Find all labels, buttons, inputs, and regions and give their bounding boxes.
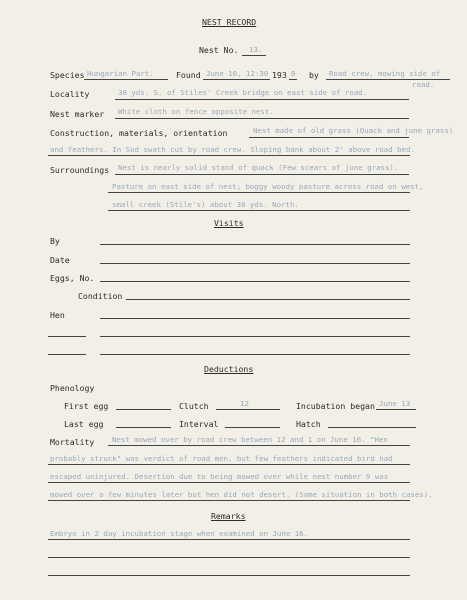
incubation-label: Incubation began bbox=[296, 401, 375, 411]
mortality-line-3 bbox=[48, 482, 410, 483]
visits-hen-label: Hen bbox=[50, 310, 65, 320]
mortality-line-1 bbox=[108, 445, 410, 446]
visits-condition-line bbox=[126, 299, 410, 300]
by-label: by bbox=[309, 70, 319, 80]
nest-no-value: 13. bbox=[249, 45, 263, 54]
construction-line-2 bbox=[48, 155, 410, 156]
visits-eggs-label: Eggs, No. bbox=[50, 273, 95, 283]
construction-line2: and feathers. In Sod swath cut by road crew. Sloping bank about 2' above road bed. bbox=[50, 145, 415, 154]
mortality-line1: Nest mowed over by road crew between 12 and 1 on June 16. "Hen bbox=[112, 435, 388, 444]
interval-line bbox=[225, 427, 280, 428]
species-line bbox=[84, 79, 168, 80]
clutch-line bbox=[216, 409, 280, 410]
first-egg-line bbox=[116, 409, 171, 410]
year-line bbox=[289, 79, 297, 80]
visits-by-line bbox=[100, 244, 410, 245]
surroundings-line-1 bbox=[115, 174, 409, 175]
visits-hen-line-1 bbox=[100, 318, 410, 319]
incubation-value: June 13 bbox=[379, 399, 411, 408]
last-egg-label: Last egg bbox=[64, 419, 104, 429]
visits-date-line bbox=[100, 263, 410, 264]
surroundings-line3: small creek (Stile's) about 30 yds. North. bbox=[112, 200, 299, 209]
last-egg-line bbox=[116, 427, 171, 428]
marker-label: Nest marker bbox=[50, 109, 105, 119]
page-title: NEST RECORD bbox=[202, 17, 257, 27]
visits-condition-label: Condition bbox=[78, 291, 123, 301]
locality-value: 30 yds. S. of Stiles' Creek bridge on east side of road. bbox=[118, 88, 368, 97]
construction-label: Construction, materials, orientation bbox=[50, 128, 228, 138]
visits-extra-line-left-2 bbox=[48, 354, 86, 355]
hatch-line bbox=[328, 427, 416, 428]
clutch-value: 12 bbox=[240, 399, 249, 408]
mortality-line2: probably struck" was verdict of road men, but few feathers indicated bird had bbox=[50, 454, 393, 463]
species-value: Hungarian Part. bbox=[87, 69, 154, 78]
incubation-line bbox=[376, 409, 416, 410]
surroundings-line2: Pasture on east side of nest; boggy woody pasture across road on west, bbox=[112, 182, 424, 191]
remarks-line-2 bbox=[48, 557, 410, 558]
mortality-line-4 bbox=[48, 500, 410, 501]
remarks-title: Remarks bbox=[211, 511, 246, 521]
marker-line bbox=[115, 118, 409, 119]
nest-no-label: Nest No. bbox=[199, 45, 239, 55]
construction-line-1 bbox=[249, 137, 409, 138]
visits-eggs-line bbox=[100, 281, 410, 282]
mortality-line4: mowed over a few minutes later but hen did not desert. (Same situation in both cases). bbox=[50, 490, 433, 499]
visits-by-label: By bbox=[50, 236, 60, 246]
hatch-label: Hatch bbox=[296, 419, 321, 429]
first-egg-label: First egg bbox=[64, 401, 109, 411]
marker-value: White cloth on fence opposite nest. bbox=[118, 107, 274, 116]
visits-hen-line-3 bbox=[100, 354, 410, 355]
year-digit: 8 bbox=[291, 69, 296, 78]
found-label: Found bbox=[176, 70, 201, 80]
clutch-label: Clutch bbox=[179, 401, 209, 411]
phenology-label: Phenology bbox=[50, 383, 95, 393]
nest-no-line bbox=[242, 55, 266, 56]
surroundings-line-2 bbox=[108, 192, 410, 193]
by-value: Road crew, mowing side of bbox=[329, 69, 441, 78]
mortality-line-2 bbox=[48, 464, 410, 465]
locality-line bbox=[115, 99, 409, 100]
found-line bbox=[203, 79, 270, 80]
visits-title: Visits bbox=[214, 218, 244, 228]
surroundings-label: Surroundings bbox=[50, 165, 110, 175]
species-label: Species bbox=[50, 70, 85, 80]
surroundings-line1: Nest is nearly solid stand of quack (Few scears of june grass). bbox=[118, 163, 399, 172]
deductions-title: Deductions bbox=[204, 364, 254, 374]
interval-label: Interval bbox=[179, 419, 219, 429]
construction-line1: Nest made of old grass (Quack and june grass) bbox=[253, 126, 454, 135]
visits-date-label: Date bbox=[50, 255, 70, 265]
remarks-line1: Embryo in 2 day incubation stage when examined on June 16. bbox=[50, 529, 309, 538]
visits-extra-line-left-1 bbox=[48, 336, 86, 337]
year-prefix: 193 bbox=[272, 70, 287, 80]
remarks-line-3 bbox=[48, 575, 410, 576]
mortality-label: Mortality bbox=[50, 437, 95, 447]
locality-label: Locality bbox=[50, 89, 90, 99]
by-value-cont: road. bbox=[412, 80, 435, 89]
visits-hen-line-2 bbox=[100, 336, 410, 337]
remarks-line-1 bbox=[48, 539, 410, 540]
found-value: June 16, 12:30 bbox=[206, 69, 269, 78]
mortality-line3: escaped uninjured. Desertion due to being mowed over while nest number 9 was bbox=[50, 472, 389, 481]
surroundings-line-3 bbox=[108, 210, 410, 211]
